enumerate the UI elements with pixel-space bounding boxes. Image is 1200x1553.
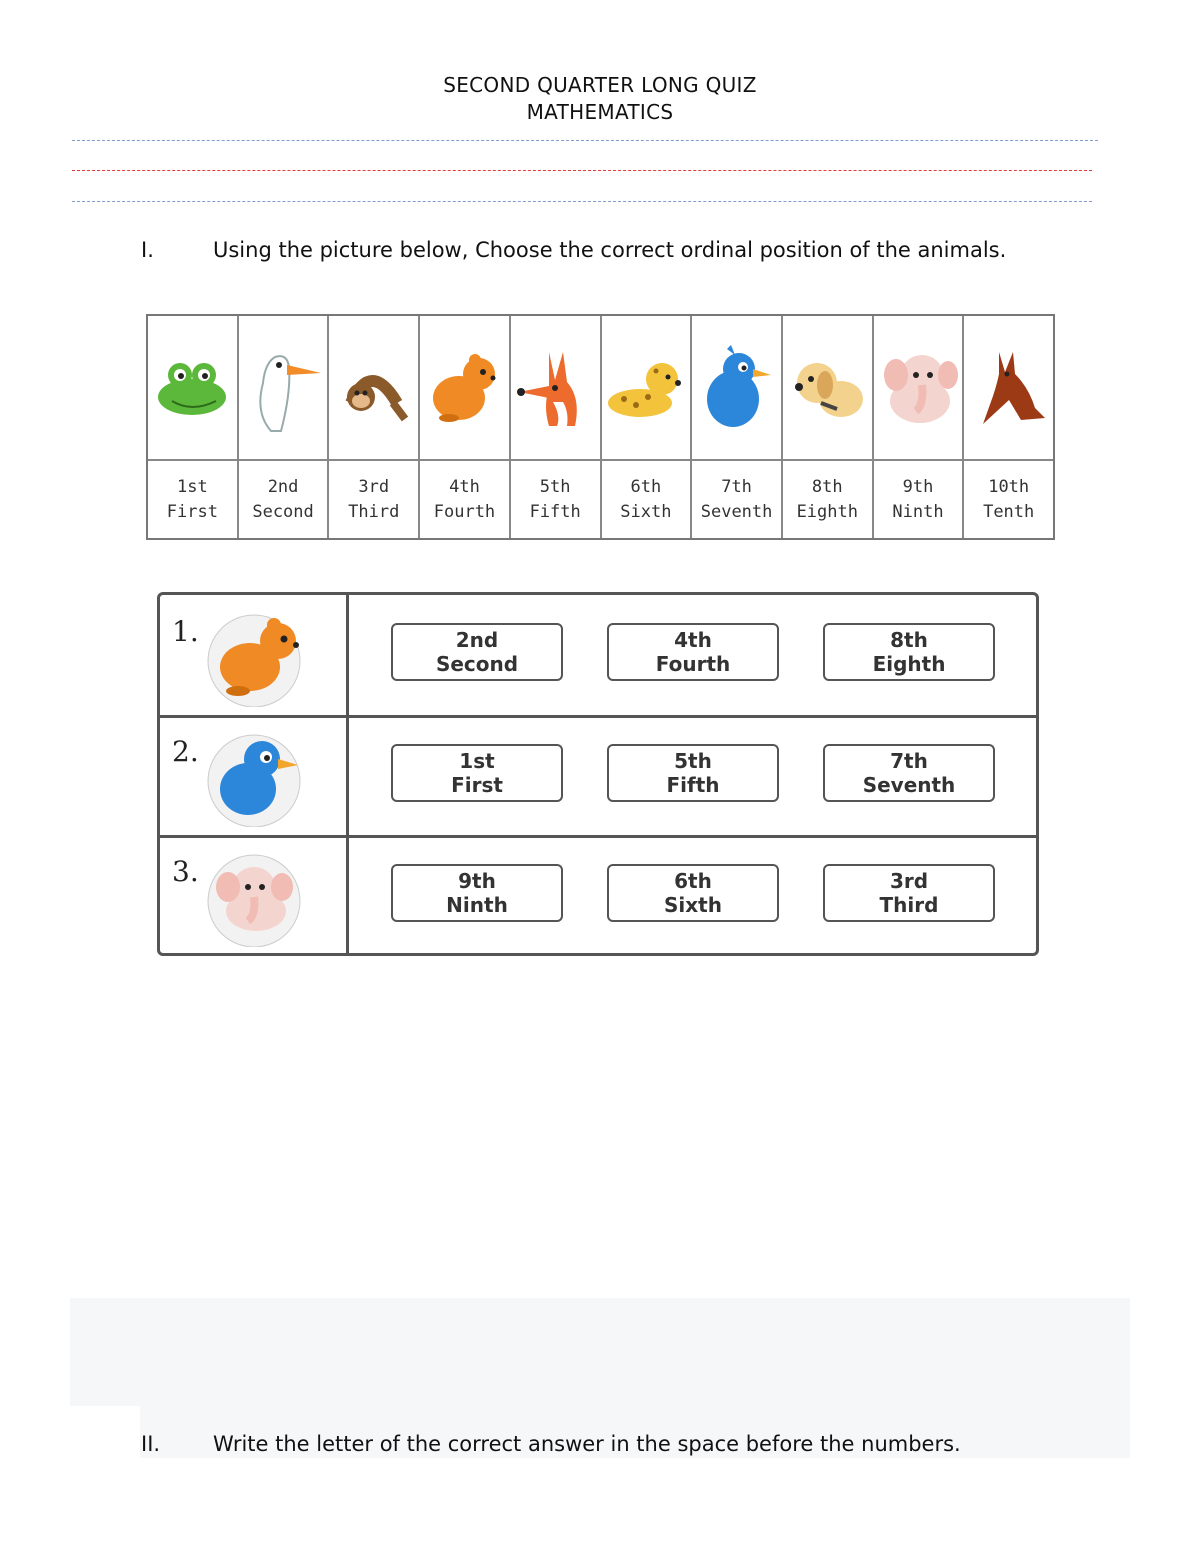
- option-ordinal: 2nd: [455, 628, 499, 652]
- subject-title: MATHEMATICS: [526, 100, 674, 124]
- answer-option[interactable]: [391, 864, 563, 922]
- question-picture-cell: [160, 595, 349, 715]
- hamster-icon: [198, 609, 316, 707]
- option-word: Ninth: [446, 893, 508, 917]
- question-picture-cell: [160, 715, 349, 835]
- answer-option[interactable]: [607, 744, 779, 802]
- question-number: 3.: [172, 855, 199, 888]
- ordinal-word: Third: [348, 501, 400, 522]
- ordinal-number: 9th: [902, 476, 934, 497]
- hamster-icon: [425, 350, 503, 426]
- ordinal-word: Seventh: [700, 501, 773, 522]
- option-word: Second: [435, 652, 519, 676]
- ordinal-number: 1st: [176, 476, 208, 497]
- frog-picture: [148, 316, 237, 461]
- frog-icon: [150, 353, 234, 423]
- option-word: Eighth: [872, 652, 946, 676]
- answer-option[interactable]: [607, 623, 779, 681]
- ordinal-word: Fourth: [433, 501, 496, 522]
- strip-column: [874, 316, 965, 538]
- option-word: Sixth: [664, 893, 722, 917]
- option-ordinal: 9th: [458, 869, 496, 893]
- goose-icon: [241, 343, 325, 433]
- option-ordinal: 3rd: [889, 869, 929, 893]
- ordinal-word: Second: [252, 501, 314, 522]
- monkey-picture: [329, 316, 418, 461]
- question-number: 2.: [172, 735, 199, 768]
- section-number: I.: [141, 238, 154, 262]
- strip-column: [329, 316, 420, 538]
- question-number: 1.: [172, 615, 199, 648]
- bird-icon: [198, 729, 316, 827]
- strip-column: [148, 316, 239, 538]
- dog-picture: [783, 316, 872, 461]
- section-number: II.: [141, 1432, 161, 1456]
- strip-column: [239, 316, 330, 538]
- quiz-table: [157, 592, 1039, 956]
- leopard-picture: [602, 316, 691, 461]
- leopard-icon: [604, 353, 688, 423]
- elephant-picture: [874, 316, 963, 461]
- kangaroo-icon: [969, 348, 1049, 428]
- question-row: [160, 835, 1036, 955]
- answer-option[interactable]: [391, 744, 563, 802]
- section-instruction: Write the letter of the correct answer in the space before the numbers.: [213, 1432, 961, 1456]
- bird-picture: [692, 316, 781, 461]
- option-ordinal: 7th: [890, 749, 928, 773]
- strip-column: [602, 316, 693, 538]
- option-ordinal: 5th: [674, 749, 712, 773]
- ordinal-word: Fifth: [529, 501, 581, 522]
- answer-option[interactable]: [391, 623, 563, 681]
- ordinal-word: Sixth: [620, 501, 672, 522]
- ordinal-word: First: [166, 501, 218, 522]
- elephant-icon: [198, 849, 316, 947]
- option-ordinal: 6th: [674, 869, 712, 893]
- ordinal-word: Tenth: [983, 501, 1035, 522]
- ordinal-number: 8th: [811, 476, 843, 497]
- section-instruction: Using the picture below, Choose the correct ordinal position of the animals.: [213, 238, 1007, 262]
- answer-option[interactable]: [823, 864, 995, 922]
- elephant-icon: [876, 345, 960, 431]
- answer-option[interactable]: [607, 864, 779, 922]
- hamster-picture: [420, 316, 509, 461]
- answer-option[interactable]: [823, 744, 995, 802]
- question-row: [160, 595, 1036, 718]
- header-divider-top: [72, 140, 1098, 141]
- strip-column: [511, 316, 602, 538]
- monkey-icon: [331, 353, 417, 423]
- header-divider-red: [72, 170, 1092, 171]
- bird-icon: [697, 343, 777, 433]
- option-ordinal: 4th: [674, 628, 712, 652]
- ordinal-number: 3rd: [358, 476, 390, 497]
- fox-picture: [511, 316, 600, 461]
- header-divider-bottom: [72, 201, 1092, 202]
- quiz-title: SECOND QUARTER LONG QUIZ: [443, 73, 757, 97]
- ordinal-number: 10th: [988, 476, 1030, 497]
- goose-picture: [239, 316, 328, 461]
- strip-column: [964, 316, 1053, 538]
- option-word: Seventh: [862, 773, 956, 797]
- page-margin-notch: [70, 1406, 140, 1466]
- ordinal-number: 4th: [449, 476, 480, 497]
- ordinal-number: 5th: [539, 476, 571, 497]
- option-word: Third: [879, 893, 939, 917]
- answer-option[interactable]: [823, 623, 995, 681]
- question-picture-cell: [160, 835, 349, 955]
- option-ordinal: 1st: [459, 749, 495, 773]
- strip-column: [783, 316, 874, 538]
- strip-column: [692, 316, 783, 538]
- dog-icon: [787, 353, 867, 423]
- option-word: First: [451, 773, 503, 797]
- option-ordinal: 8th: [890, 628, 928, 652]
- ordinal-number: 6th: [630, 476, 662, 497]
- kangaroo-picture: [964, 316, 1053, 461]
- ordinal-word: Eighth: [796, 501, 858, 522]
- option-word: Fourth: [655, 652, 731, 676]
- strip-column: [420, 316, 511, 538]
- ordinal-number: 7th: [721, 476, 752, 497]
- fox-icon: [513, 346, 597, 430]
- question-row: [160, 715, 1036, 838]
- ordinal-word: Ninth: [892, 501, 944, 522]
- option-word: Fifth: [666, 773, 720, 797]
- ordinal-picture-strip: [146, 314, 1055, 540]
- ordinal-number: 2nd: [267, 476, 299, 497]
